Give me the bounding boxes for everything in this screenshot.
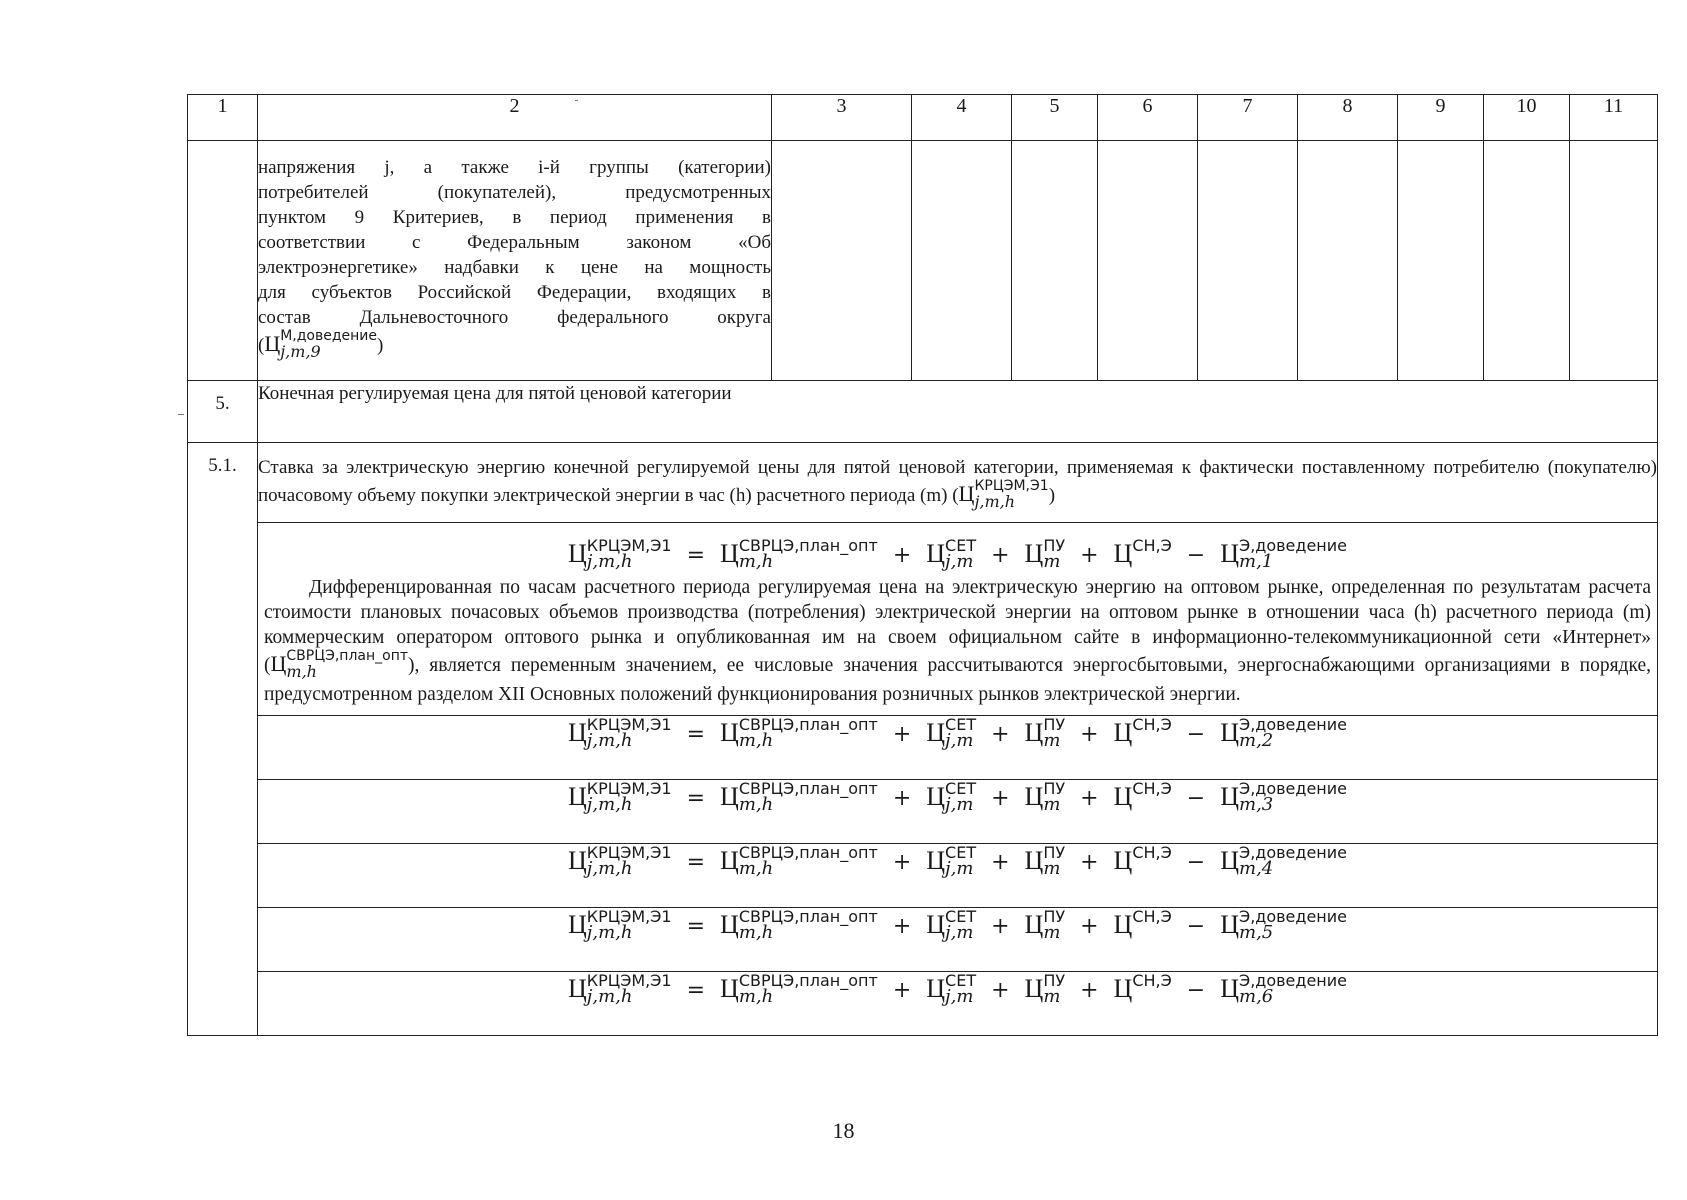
price-symbol-line: (Ц М,доведение j,m,9 ) xyxy=(258,328,384,361)
text-line: состав Дальневосточного федерального округа xyxy=(258,307,771,328)
column-header: 7 xyxy=(1198,95,1298,141)
price-formula: Ц КРЦЭМ,Э1 j,m,h = Ц СВРЦЭ,план_опт m,h + Ц СЕТ j,m + Ц ПУ m + Ц СН,Э − Ц Э,доведение m,5 xyxy=(567,907,1348,943)
section-5-row xyxy=(188,381,1658,443)
formula-row xyxy=(188,908,1658,972)
column-header: 6 xyxy=(1098,95,1198,141)
column-header: 2 xyxy=(258,95,772,141)
formula-cell xyxy=(258,780,1658,844)
column-header: 10 xyxy=(1484,95,1570,141)
text-line: пунктом 9 Критериев, в период применения в xyxy=(258,207,771,228)
column-number-row xyxy=(188,95,1658,141)
section-5-1-row xyxy=(188,443,1658,523)
formula-cell xyxy=(258,844,1658,908)
column-header: 4 xyxy=(912,95,1012,141)
formula-cell xyxy=(258,908,1658,972)
formula-cell xyxy=(258,972,1658,1036)
text-line: электроэнергетике» надбавки к цене на мощность xyxy=(258,257,771,278)
price-formula: Ц КРЦЭМ,Э1 j,m,h = Ц СВРЦЭ,план_опт m,h + Ц СЕТ j,m + Ц ПУ m + Ц СН,Э − Ц Э,доведение m,4 xyxy=(567,843,1348,879)
continued-description xyxy=(258,141,772,381)
column-header: 3 xyxy=(772,95,912,141)
price-formula: Ц КРЦЭМ,Э1 j,m,h = Ц СВРЦЭ,план_опт m,h + Ц СЕТ j,m + Ц ПУ m + Ц СН,Э − Ц Э,доведение m,6 xyxy=(567,971,1348,1007)
section-number: 5. xyxy=(188,381,258,443)
explanation-paragraph: Дифференцированная по часам расчетного периода регулируемая цена на электрическую энергию на оптовом рынке, определенная по результатам расчета стоимости плановых почасовых объемов производства (потребления) электрической энергии на оптовом рынке в отношении часа (h) расчетного периода (m) коммерческим оператором оптового рынка и опубликованная им на своем официальном сайте в информационно-телекоммуникационной сети «Интернет» (Ц СВРЦЭ,план_опт m,h ), является переменным значением, ее числовые значения рассчитываются энергосбытовыми, энергоснабжающими организациями в порядке, предусмотренном разделом XII Основных положений функционирования розничных рынков электрической энергии. xyxy=(264,577,1651,705)
text-line: напряжения j, а также i-й группы (категории) xyxy=(258,157,771,178)
formula-row xyxy=(188,523,1658,716)
column-header: 11 xyxy=(1570,95,1658,141)
scan-speck xyxy=(575,100,578,101)
text-line: потребителей (покупателей), предусмотренных xyxy=(258,182,771,203)
price-formula: Ц КРЦЭМ,Э1 j,m,h = Ц СВРЦЭ,план_опт m,h + Ц СЕТ j,m + Ц ПУ m + Ц СН,Э − Ц Э,доведение m,3 xyxy=(567,779,1348,815)
formula-row xyxy=(188,844,1658,908)
formula-cell xyxy=(258,523,1658,716)
section-5-1-text: Ставка за электрическую энергию конечной регулируемой цены для пятой ценовой категории, применяемая к фактически поставленному потребителю (покупателю) почасовому объему покупки электрической энергии в час (h) расчетного периода (m) (Ц КРЦЭМ,Э1 j,m,h ) xyxy=(258,443,1658,523)
section-number: 5.1. xyxy=(188,443,258,1036)
scan-speck xyxy=(178,414,184,415)
column-header: 5 xyxy=(1012,95,1098,141)
formula-row xyxy=(188,716,1658,780)
formula-row xyxy=(188,972,1658,1036)
formula-row xyxy=(188,780,1658,844)
text-line: для субъектов Российской Федерации, входящих в xyxy=(258,282,771,303)
formula-cell xyxy=(258,716,1658,780)
column-header: 9 xyxy=(1398,95,1484,141)
price-formula: Ц КРЦЭМ,Э1 j,m,h = Ц СВРЦЭ,план_опт m,h + Ц СЕТ j,m + Ц ПУ m + Ц СН,Э − Ц Э,доведение m,1 xyxy=(567,536,1348,572)
text-line: соответствии с Федеральным законом «Об xyxy=(258,232,771,253)
page-number: 18 xyxy=(832,1118,855,1143)
regulation-table xyxy=(187,94,1658,1036)
column-header: 1 xyxy=(188,95,258,141)
continued-row xyxy=(188,141,1658,381)
row-number-empty xyxy=(188,141,258,381)
column-header: 8 xyxy=(1298,95,1398,141)
price-formula: Ц КРЦЭМ,Э1 j,m,h = Ц СВРЦЭ,план_опт m,h + Ц СЕТ j,m + Ц ПУ m + Ц СН,Э − Ц Э,доведение m,2 xyxy=(567,715,1348,751)
section-title: Конечная регулируемая цена для пятой ценовой категории xyxy=(258,381,1658,443)
